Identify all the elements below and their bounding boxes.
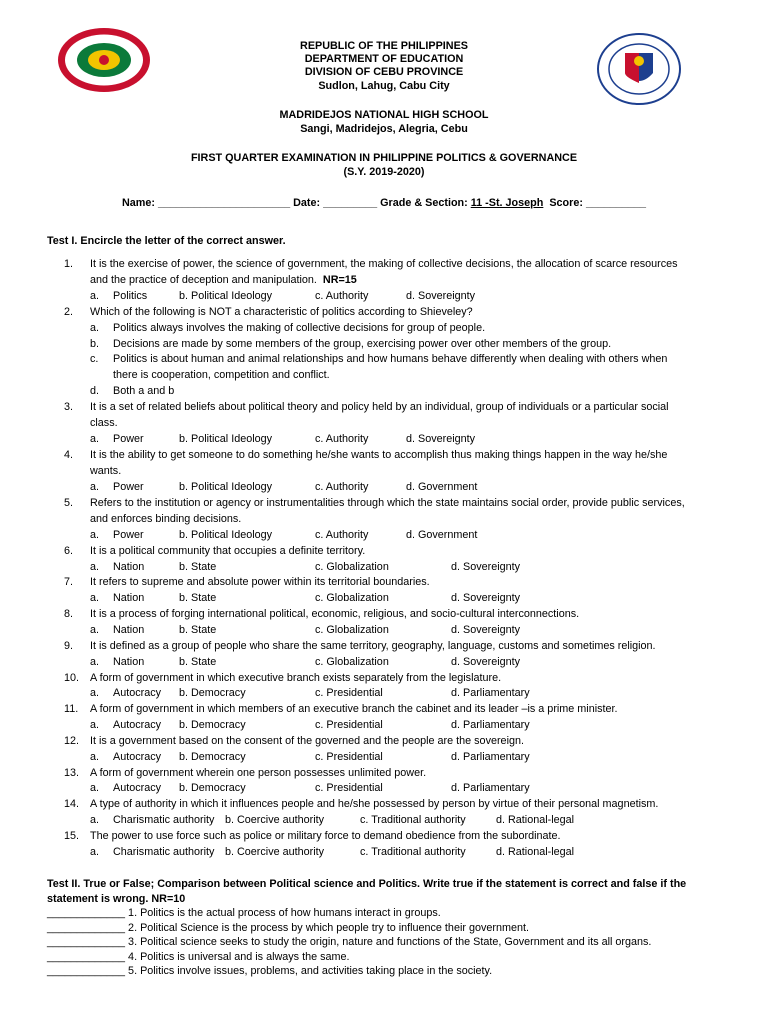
option-d[interactable]: d. Parliamentary: [451, 782, 530, 794]
question-text: It is the exercise of power, the science of government, the making of collective decisions, the allocation of scarce resources: [90, 258, 678, 270]
date-field[interactable]: Date: _________: [293, 197, 378, 209]
option-b[interactable]: b. Coercive authority: [225, 846, 325, 858]
question-5: 5. Refers to the institution or agency or instrumentalities through which the state maintains social order, provide public services, and enforces binding decisions.: [64, 497, 685, 525]
school-name: MADRIDEJOS NATIONAL HIGH SCHOOL: [279, 109, 489, 121]
question-6: 6. It is a political community that occupies a definite territory.: [64, 545, 366, 557]
test2-title: Test II. True or False; Comparison between Political science and Politics. Write true if the statement is correct and false if the statement is wrong. NR=10: [47, 878, 687, 905]
option-d[interactable]: d. Sovereignty: [406, 433, 476, 445]
option-a-text: Charismatic authority: [113, 846, 215, 858]
grade-section-value: 11 -St. Joseph: [470, 197, 544, 209]
option-c[interactable]: c. Presidential: [315, 719, 383, 731]
option-d[interactable]: d. Government: [406, 481, 478, 493]
option-d[interactable]: d. Parliamentary: [451, 719, 530, 731]
option-a-text: Nation: [113, 592, 145, 604]
option-d[interactable]: d. Parliamentary: [451, 687, 530, 699]
question-15: 15. The power to use force such as police or military force to demand obedience from the subordinate.: [64, 830, 561, 842]
option-a-text: Charismatic authority: [113, 814, 215, 826]
option-a[interactable]: a.: [90, 529, 100, 541]
option-b[interactable]: b. Political Ideology: [179, 529, 273, 541]
option-a[interactable]: a.: [90, 751, 100, 763]
option-b[interactable]: b. Political Ideology: [179, 481, 273, 493]
question-text: Which of the following is NOT a characteristic of politics according to Shieveley?: [90, 306, 473, 318]
option-b[interactable]: b. Decisions are made by some members of the group, exercising power over other members of the group.: [90, 338, 612, 350]
option-a-text: Autocracy: [113, 782, 162, 794]
option-d[interactable]: d. Rational-legal: [496, 846, 575, 858]
option-c[interactable]: c. Traditional authority: [360, 846, 466, 858]
option-d[interactable]: d. Sovereignty: [451, 561, 521, 573]
option-c[interactable]: c. Authority: [315, 529, 369, 541]
option-b[interactable]: b. Democracy: [179, 782, 246, 794]
option-d[interactable]: d. Government: [406, 529, 478, 541]
option-b[interactable]: b. Democracy: [179, 687, 246, 699]
option-a[interactable]: a.: [90, 433, 100, 445]
option-c[interactable]: c. Presidential: [315, 687, 383, 699]
header-line-2: DEPARTMENT OF EDUCATION: [304, 53, 464, 65]
question-10: 10. A form of government in which executive branch exists separately from the legislature.: [64, 672, 502, 684]
option-a[interactable]: a.: [90, 481, 100, 493]
option-a[interactable]: a.: [90, 687, 100, 699]
option-a[interactable]: a.: [90, 290, 100, 302]
option-d[interactable]: d. Rational-legal: [496, 814, 575, 826]
option-a[interactable]: a.: [90, 656, 100, 668]
header-line-4: Sudlon, Lahug, Cabu City: [318, 80, 450, 92]
option-b[interactable]: b. Democracy: [179, 751, 246, 763]
option-c[interactable]: c. Traditional authority: [360, 814, 466, 826]
question-8: 8. It is a process of forging international political, economic, religious, and socio-cultural interconnections.: [64, 608, 580, 620]
option-c[interactable]: c. Globalization: [315, 624, 389, 636]
option-d[interactable]: d. Sovereignty: [406, 290, 476, 302]
option-b[interactable]: b. State: [179, 592, 217, 604]
option-a-text: Nation: [113, 624, 145, 636]
option-a[interactable]: a.: [90, 846, 100, 858]
option-b[interactable]: b. State: [179, 656, 217, 668]
option-a-text: Autocracy: [113, 719, 162, 731]
score-field[interactable]: Score: __________: [549, 197, 646, 209]
question-7: 7. It refers to supreme and absolute power within its territorial boundaries.: [64, 576, 430, 588]
school-address: Sangi, Madridejos, Alegria, Cebu: [300, 123, 468, 135]
option-a[interactable]: a.: [90, 592, 100, 604]
question-2: [64, 305, 724, 321]
header-line-3: DIVISION OF CEBU PROVINCE: [304, 66, 464, 78]
option-b[interactable]: b. Democracy: [179, 719, 246, 731]
option-b[interactable]: b. Coercive authority: [225, 814, 325, 826]
question-text: and the practice of deception and manipulation.: [90, 273, 317, 286]
option-a[interactable]: a. Politics always involves the making of collective decisions for group of people.: [90, 322, 486, 334]
option-c[interactable]: c. Globalization: [315, 592, 389, 604]
question-4: 4. It is the ability to get someone to do something he/she wants to accomplish thus making things happen in the way he/she wants.: [64, 449, 668, 477]
question-11: 11. A form of government in which members of an executive branch the cabinet and its leader –is a prime minister.: [64, 703, 618, 715]
option-b[interactable]: b. State: [179, 561, 217, 573]
tf-item-5[interactable]: _____________ 5. Politics involve issues, problems, and activities taking place in the society.: [47, 965, 493, 977]
option-a-text: Autocracy: [113, 751, 162, 763]
question-12: 12. It is a government based on the consent of the governed and the people are the sovereign.: [64, 735, 524, 747]
option-c[interactable]: c. Globalization: [315, 656, 389, 668]
option-a[interactable]: a.: [90, 624, 100, 636]
tf-item-1[interactable]: _____________ 1. Politics is the actual process of how humans interact in groups.: [47, 907, 441, 919]
option-a[interactable]: a.: [90, 814, 100, 826]
header-line-1: REPUBLIC OF THE PHILIPPINES: [300, 40, 468, 52]
tf-item-3[interactable]: _____________ 3. Political science seeks to study the origin, nature and functions of the State, Government and its all organs.: [47, 936, 652, 948]
option-c[interactable]: c. Authority: [315, 290, 369, 302]
question-9: 9. It is defined as a group of people who share the same territory, geography, language, customs and sometimes religion.: [64, 640, 656, 652]
grade-section-label: Grade & Section:: [380, 197, 468, 209]
option-a-text: Nation: [113, 656, 145, 668]
option-b[interactable]: b. Political Ideology: [179, 290, 273, 302]
student-info-line: [0, 197, 768, 209]
name-field[interactable]: Name: ______________________: [121, 197, 291, 209]
option-d[interactable]: d. Sovereignty: [451, 624, 521, 636]
option-a-text: Autocracy: [113, 687, 162, 699]
option-a-text: Politics: [113, 290, 148, 302]
option-d[interactable]: d. Both a and b: [90, 385, 175, 397]
option-a-text: Power: [113, 529, 144, 541]
nr-label: NR=15: [322, 273, 357, 286]
tf-item-4[interactable]: _____________ 4. Politics is universal and is always the same.: [47, 951, 350, 963]
option-a[interactable]: a.: [90, 782, 100, 794]
option-c[interactable]: c. Politics is about human and animal relationships and how humans behave differently when dealing with others when there is cooperation, competition and conflict.: [90, 353, 668, 381]
option-a[interactable]: a.: [90, 561, 100, 573]
option-a-text: Power: [113, 433, 144, 445]
question-number: 1.: [64, 258, 74, 270]
option-c[interactable]: c. Presidential: [315, 751, 383, 763]
option-d[interactable]: d. Parliamentary: [451, 751, 530, 763]
option-a-text: Nation: [113, 561, 145, 573]
option-c[interactable]: c. Globalization: [315, 561, 389, 573]
question-14: 14. A type of authority in which it influences people and he/she possessed by person by virtue of their personal magnetism.: [64, 798, 659, 810]
option-a-text: Power: [113, 481, 144, 493]
question-3: 3. It is a set of related beliefs about political theory and policy held by an individual, group of individuals or a particular social class.: [64, 401, 669, 429]
question-number: 2.: [64, 306, 74, 318]
exam-title: FIRST QUARTER EXAMINATION IN PHILIPPINE POLITICS & GOVERNANCE: [190, 152, 578, 164]
option-b[interactable]: b. Political Ideology: [179, 433, 273, 445]
option-c[interactable]: c. Authority: [315, 481, 369, 493]
tf-item-2[interactable]: _____________ 2. Political Science is the process by which people try to influence their government.: [47, 922, 529, 934]
option-b[interactable]: b. State: [179, 624, 217, 636]
option-c[interactable]: c. Presidential: [315, 782, 383, 794]
test1-title: Test I. Encircle the letter of the correct answer.: [47, 235, 286, 247]
option-a[interactable]: a.: [90, 719, 100, 731]
question-1: [64, 257, 724, 288]
school-year: (S.Y. 2019-2020): [343, 166, 425, 178]
question-13: 13. A form of government wherein one person possesses unlimited power.: [64, 767, 427, 779]
option-d[interactable]: d. Sovereignty: [451, 592, 521, 604]
option-c[interactable]: c. Authority: [315, 433, 369, 445]
option-d[interactable]: d. Sovereignty: [451, 656, 521, 668]
